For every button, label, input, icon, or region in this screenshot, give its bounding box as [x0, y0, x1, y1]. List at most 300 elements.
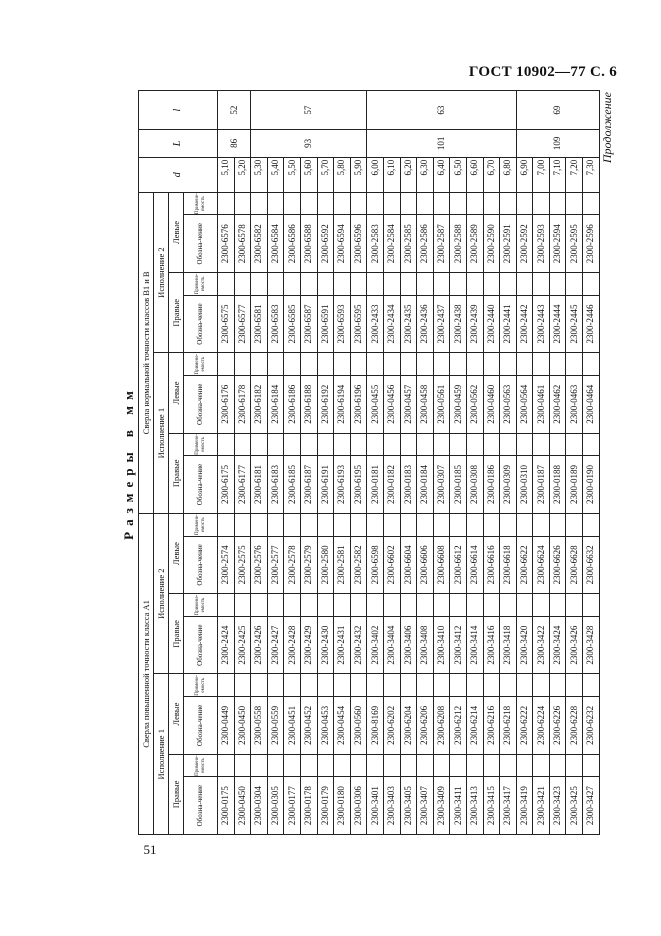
designation-cell: 2300-0464: [583, 375, 600, 433]
table-row: [583, 91, 600, 835]
application-cell: [433, 192, 450, 215]
designation-cell: 2300-6614: [466, 536, 483, 594]
application-cell: [549, 192, 566, 215]
diameter-cell: 7,20: [566, 157, 583, 192]
diameter-cell: 6,20: [400, 157, 417, 192]
designation-header: Обозна-чение: [184, 375, 218, 433]
application-cell: [549, 594, 566, 617]
designation-cell: 2300-2583: [367, 215, 384, 273]
designation-cell: 2300-0179: [317, 777, 334, 835]
table-row: [267, 91, 284, 835]
application-cell: [334, 594, 351, 617]
table-row: [234, 91, 251, 835]
designation-cell: 2300-0186: [483, 456, 500, 514]
designation-cell: 2300-6602: [383, 536, 400, 594]
designation-cell: 2300-0190: [583, 456, 600, 514]
designation-cell: 2300-3414: [466, 616, 483, 674]
designation-header: Обозна-чение: [184, 215, 218, 273]
table-row: [218, 91, 235, 835]
application-cell: [500, 674, 517, 697]
designation-cell: 2300-2587: [433, 215, 450, 273]
application-cell: [334, 273, 351, 296]
designation-cell: 2300-6232: [583, 697, 600, 755]
designation-cell: 2300-6585: [284, 295, 301, 353]
application-cell: [400, 192, 417, 215]
designation-cell: 2300-3419: [516, 777, 533, 835]
application-header: Примене-емость: [184, 513, 218, 536]
designation-cell: 2300-0305: [267, 777, 284, 835]
application-cell: [251, 353, 268, 376]
designation-cell: 2300-0183: [400, 456, 417, 514]
application-cell: [300, 754, 317, 777]
application-header: Примене-емость: [184, 433, 218, 456]
col-L-header: L: [139, 130, 218, 158]
table-row: [367, 91, 384, 835]
application-cell: [234, 433, 251, 456]
application-cell: [566, 273, 583, 296]
designation-cell: 2300-0453: [317, 697, 334, 755]
designation-header: Обозна-чение: [184, 456, 218, 514]
side-right-header: Правые: [169, 754, 184, 834]
application-cell: [417, 594, 434, 617]
designation-cell: 2300-6195: [350, 456, 367, 514]
application-cell: [549, 674, 566, 697]
application-cell: [251, 273, 268, 296]
application-cell: [483, 513, 500, 536]
diameter-cell: 5,80: [334, 157, 351, 192]
application-cell: [583, 273, 600, 296]
application-cell: [284, 433, 301, 456]
designation-cell: 2300-0460: [483, 375, 500, 433]
table-caption: Размеры в мм: [121, 385, 136, 540]
diameter-cell: 6,80: [500, 157, 517, 192]
application-cell: [417, 273, 434, 296]
application-header: Примене-емость: [184, 594, 218, 617]
application-cell: [251, 594, 268, 617]
designation-cell: 2300-6612: [450, 536, 467, 594]
designation-cell: 2300-2580: [317, 536, 334, 594]
designation-cell: 2300-2590: [483, 215, 500, 273]
table-row: [549, 91, 566, 835]
application-cell: [234, 273, 251, 296]
application-cell: [234, 513, 251, 536]
designation-cell: 2300-0451: [284, 697, 301, 755]
application-cell: [466, 433, 483, 456]
application-cell: [466, 192, 483, 215]
application-cell: [284, 353, 301, 376]
application-cell: [350, 192, 367, 215]
designation-cell: 2300-3426: [566, 616, 583, 674]
length-l-cell: 69: [516, 91, 599, 130]
designation-cell: 2300-3422: [533, 616, 550, 674]
application-cell: [317, 353, 334, 376]
application-header: Примене-емость: [184, 353, 218, 376]
designation-cell: 2300-0185: [450, 456, 467, 514]
application-cell: [400, 353, 417, 376]
application-cell: [516, 594, 533, 617]
diameter-cell: 5,10: [218, 157, 235, 192]
application-cell: [433, 353, 450, 376]
application-cell: [267, 594, 284, 617]
application-cell: [317, 513, 334, 536]
length-L-cell: 86: [218, 130, 251, 158]
table-row: [533, 91, 550, 835]
application-cell: [234, 594, 251, 617]
application-cell: [483, 433, 500, 456]
designation-cell: 2300-0180: [334, 777, 351, 835]
designation-cell: 2300-2445: [566, 295, 583, 353]
designation-cell: 2300-6626: [549, 536, 566, 594]
designation-cell: 2300-6606: [417, 536, 434, 594]
designation-header: Обозна-чение: [184, 616, 218, 674]
application-cell: [367, 513, 384, 536]
designation-cell: 2300-3406: [400, 616, 417, 674]
designation-cell: 2300-6183: [267, 456, 284, 514]
designation-cell: 2300-2430: [317, 616, 334, 674]
designation-cell: 2300-6185: [284, 456, 301, 514]
designation-cell: 2300-6582: [251, 215, 268, 273]
application-cell: [400, 433, 417, 456]
application-cell: [549, 273, 566, 296]
designation-cell: 2300-2425: [234, 616, 251, 674]
designation-cell: 2300-6592: [317, 215, 334, 273]
application-cell: [284, 674, 301, 697]
designation-cell: 2300-3408: [417, 616, 434, 674]
designation-cell: 2300-6584: [267, 215, 284, 273]
designation-cell: 2300-2440: [483, 295, 500, 353]
application-cell: [400, 754, 417, 777]
side-left-header: Левые: [169, 513, 184, 593]
designation-cell: 2300-0308: [466, 456, 483, 514]
designation-cell: 2300-2429: [300, 616, 317, 674]
application-cell: [500, 433, 517, 456]
application-cell: [367, 353, 384, 376]
designation-cell: 2300-6593: [334, 295, 351, 353]
designation-header: Обозна-чение: [184, 697, 218, 755]
designation-cell: 2300-6188: [300, 375, 317, 433]
designation-cell: 2300-0455: [367, 375, 384, 433]
designation-cell: 2300-0181: [367, 456, 384, 514]
designation-cell: 2300-3415: [483, 777, 500, 835]
application-cell: [500, 594, 517, 617]
application-cell: [350, 353, 367, 376]
application-cell: [500, 513, 517, 536]
application-cell: [367, 754, 384, 777]
application-cell: [417, 192, 434, 215]
designation-cell: 2300-2428: [284, 616, 301, 674]
designation-cell: 2300-2434: [383, 295, 400, 353]
application-cell: [500, 273, 517, 296]
application-cell: [483, 353, 500, 376]
designation-cell: 2300-2584: [383, 215, 400, 273]
designation-cell: 2300-0559: [267, 697, 284, 755]
application-cell: [533, 754, 550, 777]
application-cell: [533, 433, 550, 456]
designation-cell: 2300-2424: [218, 616, 235, 674]
designation-cell: 2300-2579: [300, 536, 317, 594]
application-cell: [300, 273, 317, 296]
application-cell: [251, 513, 268, 536]
length-l-cell: 63: [367, 91, 516, 130]
table-row: [350, 91, 367, 835]
a1-version2-header: Исполнение 2: [154, 513, 169, 674]
designation-cell: 2300-6214: [466, 697, 483, 755]
designation-cell: 2300-0449: [218, 697, 235, 755]
application-cell: [218, 353, 235, 376]
application-cell: [483, 192, 500, 215]
application-cell: [566, 513, 583, 536]
application-cell: [566, 594, 583, 617]
designation-cell: 2300-3425: [566, 777, 583, 835]
application-cell: [367, 674, 384, 697]
designation-cell: 2300-2592: [516, 215, 533, 273]
designation-cell: 2300-6622: [516, 536, 533, 594]
designation-cell: 2300-6596: [350, 215, 367, 273]
application-cell: [533, 594, 550, 617]
designation-cell: 2300-6216: [483, 697, 500, 755]
designation-cell: 2300-0178: [300, 777, 317, 835]
designation-cell: 2300-0562: [466, 375, 483, 433]
application-cell: [433, 754, 450, 777]
application-cell: [383, 273, 400, 296]
table-row: [300, 91, 317, 835]
designation-cell: 2300-2433: [367, 295, 384, 353]
application-cell: [516, 353, 533, 376]
designation-cell: 2300-6175: [218, 456, 235, 514]
application-cell: [218, 754, 235, 777]
designation-cell: 2300-6208: [433, 697, 450, 755]
designation-cell: 2300-6608: [433, 536, 450, 594]
application-cell: [417, 674, 434, 697]
designation-cell: 2300-6618: [500, 536, 517, 594]
side-left-header: Левые: [169, 353, 184, 433]
application-cell: [234, 754, 251, 777]
application-cell: [300, 513, 317, 536]
designation-cell: 2300-6228: [566, 697, 583, 755]
designation-cell: 2300-6222: [516, 697, 533, 755]
designation-cell: 2300-0450: [234, 697, 251, 755]
diameter-cell: 5,50: [284, 157, 301, 192]
designation-cell: 2300-6194: [334, 375, 351, 433]
application-cell: [566, 433, 583, 456]
designation-cell: 2300-2446: [583, 295, 600, 353]
application-cell: [500, 754, 517, 777]
application-cell: [334, 192, 351, 215]
designation-cell: 2300-6587: [300, 295, 317, 353]
length-L-cell: 93: [251, 130, 367, 158]
table-row: [466, 91, 483, 835]
application-cell: [549, 353, 566, 376]
table-row: [251, 91, 268, 835]
designation-cell: 2300-2438: [450, 295, 467, 353]
designation-cell: 2300-2596: [583, 215, 600, 273]
application-cell: [267, 273, 284, 296]
col-l-header: l: [139, 91, 218, 130]
application-cell: [334, 353, 351, 376]
application-cell: [218, 513, 235, 536]
dimensions-table: [138, 90, 600, 835]
application-header: Примене-емость: [184, 273, 218, 296]
designation-cell: 2300-2593: [533, 215, 550, 273]
designation-cell: 2300-3402: [367, 616, 384, 674]
application-cell: [566, 192, 583, 215]
designation-cell: 2300-3420: [516, 616, 533, 674]
application-cell: [417, 433, 434, 456]
designation-cell: 2300-2585: [400, 215, 417, 273]
application-cell: [350, 513, 367, 536]
application-cell: [500, 353, 517, 376]
designation-cell: 2300-2586: [417, 215, 434, 273]
designation-cell: 2300-6575: [218, 295, 235, 353]
designation-cell: 2300-2594: [549, 215, 566, 273]
application-cell: [284, 273, 301, 296]
application-cell: [516, 674, 533, 697]
designation-cell: 2300-0182: [383, 456, 400, 514]
application-cell: [218, 674, 235, 697]
designation-cell: 2300-6591: [317, 295, 334, 353]
application-cell: [483, 754, 500, 777]
diameter-cell: 6,10: [383, 157, 400, 192]
designation-cell: 2300-3421: [533, 777, 550, 835]
application-cell: [417, 754, 434, 777]
diameter-cell: 6,30: [417, 157, 434, 192]
application-cell: [433, 513, 450, 536]
side-right-header: Правые: [169, 594, 184, 674]
application-cell: [566, 754, 583, 777]
application-cell: [383, 192, 400, 215]
application-cell: [583, 192, 600, 215]
designation-cell: 2300-3410: [433, 616, 450, 674]
application-cell: [433, 433, 450, 456]
designation-cell: 2300-6191: [317, 456, 334, 514]
designation-cell: 2300-2589: [466, 215, 483, 273]
table-row: [417, 91, 434, 835]
application-cell: [383, 353, 400, 376]
table-row: [450, 91, 467, 835]
side-left-header: Левые: [169, 192, 184, 272]
diameter-cell: 7,00: [533, 157, 550, 192]
application-cell: [400, 273, 417, 296]
designation-cell: 2300-0458: [417, 375, 434, 433]
designation-cell: 2300-2577: [267, 536, 284, 594]
designation-cell: 2300-0304: [251, 777, 268, 835]
application-cell: [433, 594, 450, 617]
designation-cell: 2300-0456: [383, 375, 400, 433]
designation-cell: 2300-0310: [516, 456, 533, 514]
application-cell: [367, 192, 384, 215]
application-cell: [433, 674, 450, 697]
application-cell: [300, 192, 317, 215]
designation-cell: 2300-0189: [566, 456, 583, 514]
application-cell: [516, 433, 533, 456]
application-cell: [383, 674, 400, 697]
side-right-header: Правые: [169, 273, 184, 353]
designation-cell: 2300-3417: [500, 777, 517, 835]
application-cell: [218, 192, 235, 215]
application-cell: [317, 674, 334, 697]
application-cell: [317, 594, 334, 617]
designation-cell: 2300-2575: [234, 536, 251, 594]
designation-cell: 2300-0450: [234, 777, 251, 835]
designation-cell: 2300-3416: [483, 616, 500, 674]
rotated-table-area: [120, 90, 615, 835]
designation-cell: 2300-6186: [284, 375, 301, 433]
designation-cell: 2300-2582: [350, 536, 367, 594]
designation-cell: 2300-0454: [334, 697, 351, 755]
designation-cell: 2300-3411: [450, 777, 467, 835]
application-cell: [533, 192, 550, 215]
designation-cell: 2300-2439: [466, 295, 483, 353]
application-cell: [583, 594, 600, 617]
designation-cell: 2300-0188: [549, 456, 566, 514]
designation-header: Обозна-чение: [184, 777, 218, 835]
designation-cell: 2300-3427: [583, 777, 600, 835]
designation-cell: 2300-6583: [267, 295, 284, 353]
application-header: Примене-емость: [184, 754, 218, 777]
application-cell: [516, 754, 533, 777]
group-a1-header: Сверла повышенной точности класса А1: [139, 513, 154, 834]
diameter-cell: 5,90: [350, 157, 367, 192]
application-cell: [583, 513, 600, 536]
diameter-cell: 5,40: [267, 157, 284, 192]
designation-cell: 2300-6577: [234, 295, 251, 353]
designation-cell: 2300-6628: [566, 536, 583, 594]
continuation-label: Продолжение: [600, 92, 614, 164]
designation-cell: 2300-0461: [533, 375, 550, 433]
designation-cell: 2300-3405: [400, 777, 417, 835]
designation-cell: 2300-0558: [251, 697, 268, 755]
application-cell: [234, 353, 251, 376]
designation-cell: 2300-2591: [500, 215, 517, 273]
designation-cell: 2300-2437: [433, 295, 450, 353]
designation-cell: 2300-6616: [483, 536, 500, 594]
application-cell: [583, 754, 600, 777]
designation-cell: 2300-2444: [549, 295, 566, 353]
application-cell: [267, 513, 284, 536]
diameter-cell: 5,20: [234, 157, 251, 192]
application-header: Примене-емость: [184, 192, 218, 215]
designation-header: Обозна-чение: [184, 536, 218, 594]
designation-cell: 2300-0463: [566, 375, 583, 433]
designation-cell: 2300-6206: [417, 697, 434, 755]
application-cell: [284, 192, 301, 215]
application-cell: [450, 754, 467, 777]
group-b-header: Сверла нормальной точности классов В1 и В: [139, 192, 154, 513]
application-cell: [466, 594, 483, 617]
application-cell: [450, 513, 467, 536]
designation-cell: 2300-0560: [350, 697, 367, 755]
b-version2-header: Исполнение 2: [154, 192, 169, 353]
designation-cell: 2300-6202: [383, 697, 400, 755]
application-cell: [267, 674, 284, 697]
application-cell: [466, 513, 483, 536]
designation-cell: 2300-2588: [450, 215, 467, 273]
side-left-header: Левые: [169, 674, 184, 754]
application-cell: [367, 273, 384, 296]
designation-cell: 2300-6218: [500, 697, 517, 755]
diameter-cell: 7,10: [549, 157, 566, 192]
application-cell: [583, 353, 600, 376]
application-cell: [350, 594, 367, 617]
col-d-header: d: [139, 157, 218, 192]
application-cell: [533, 674, 550, 697]
designation-cell: 2300-2576: [251, 536, 268, 594]
diameter-cell: 6,40: [433, 157, 450, 192]
designation-cell: 2300-6224: [533, 697, 550, 755]
application-cell: [383, 594, 400, 617]
designation-cell: 2300-0452: [300, 697, 317, 755]
table-row: [400, 91, 417, 835]
